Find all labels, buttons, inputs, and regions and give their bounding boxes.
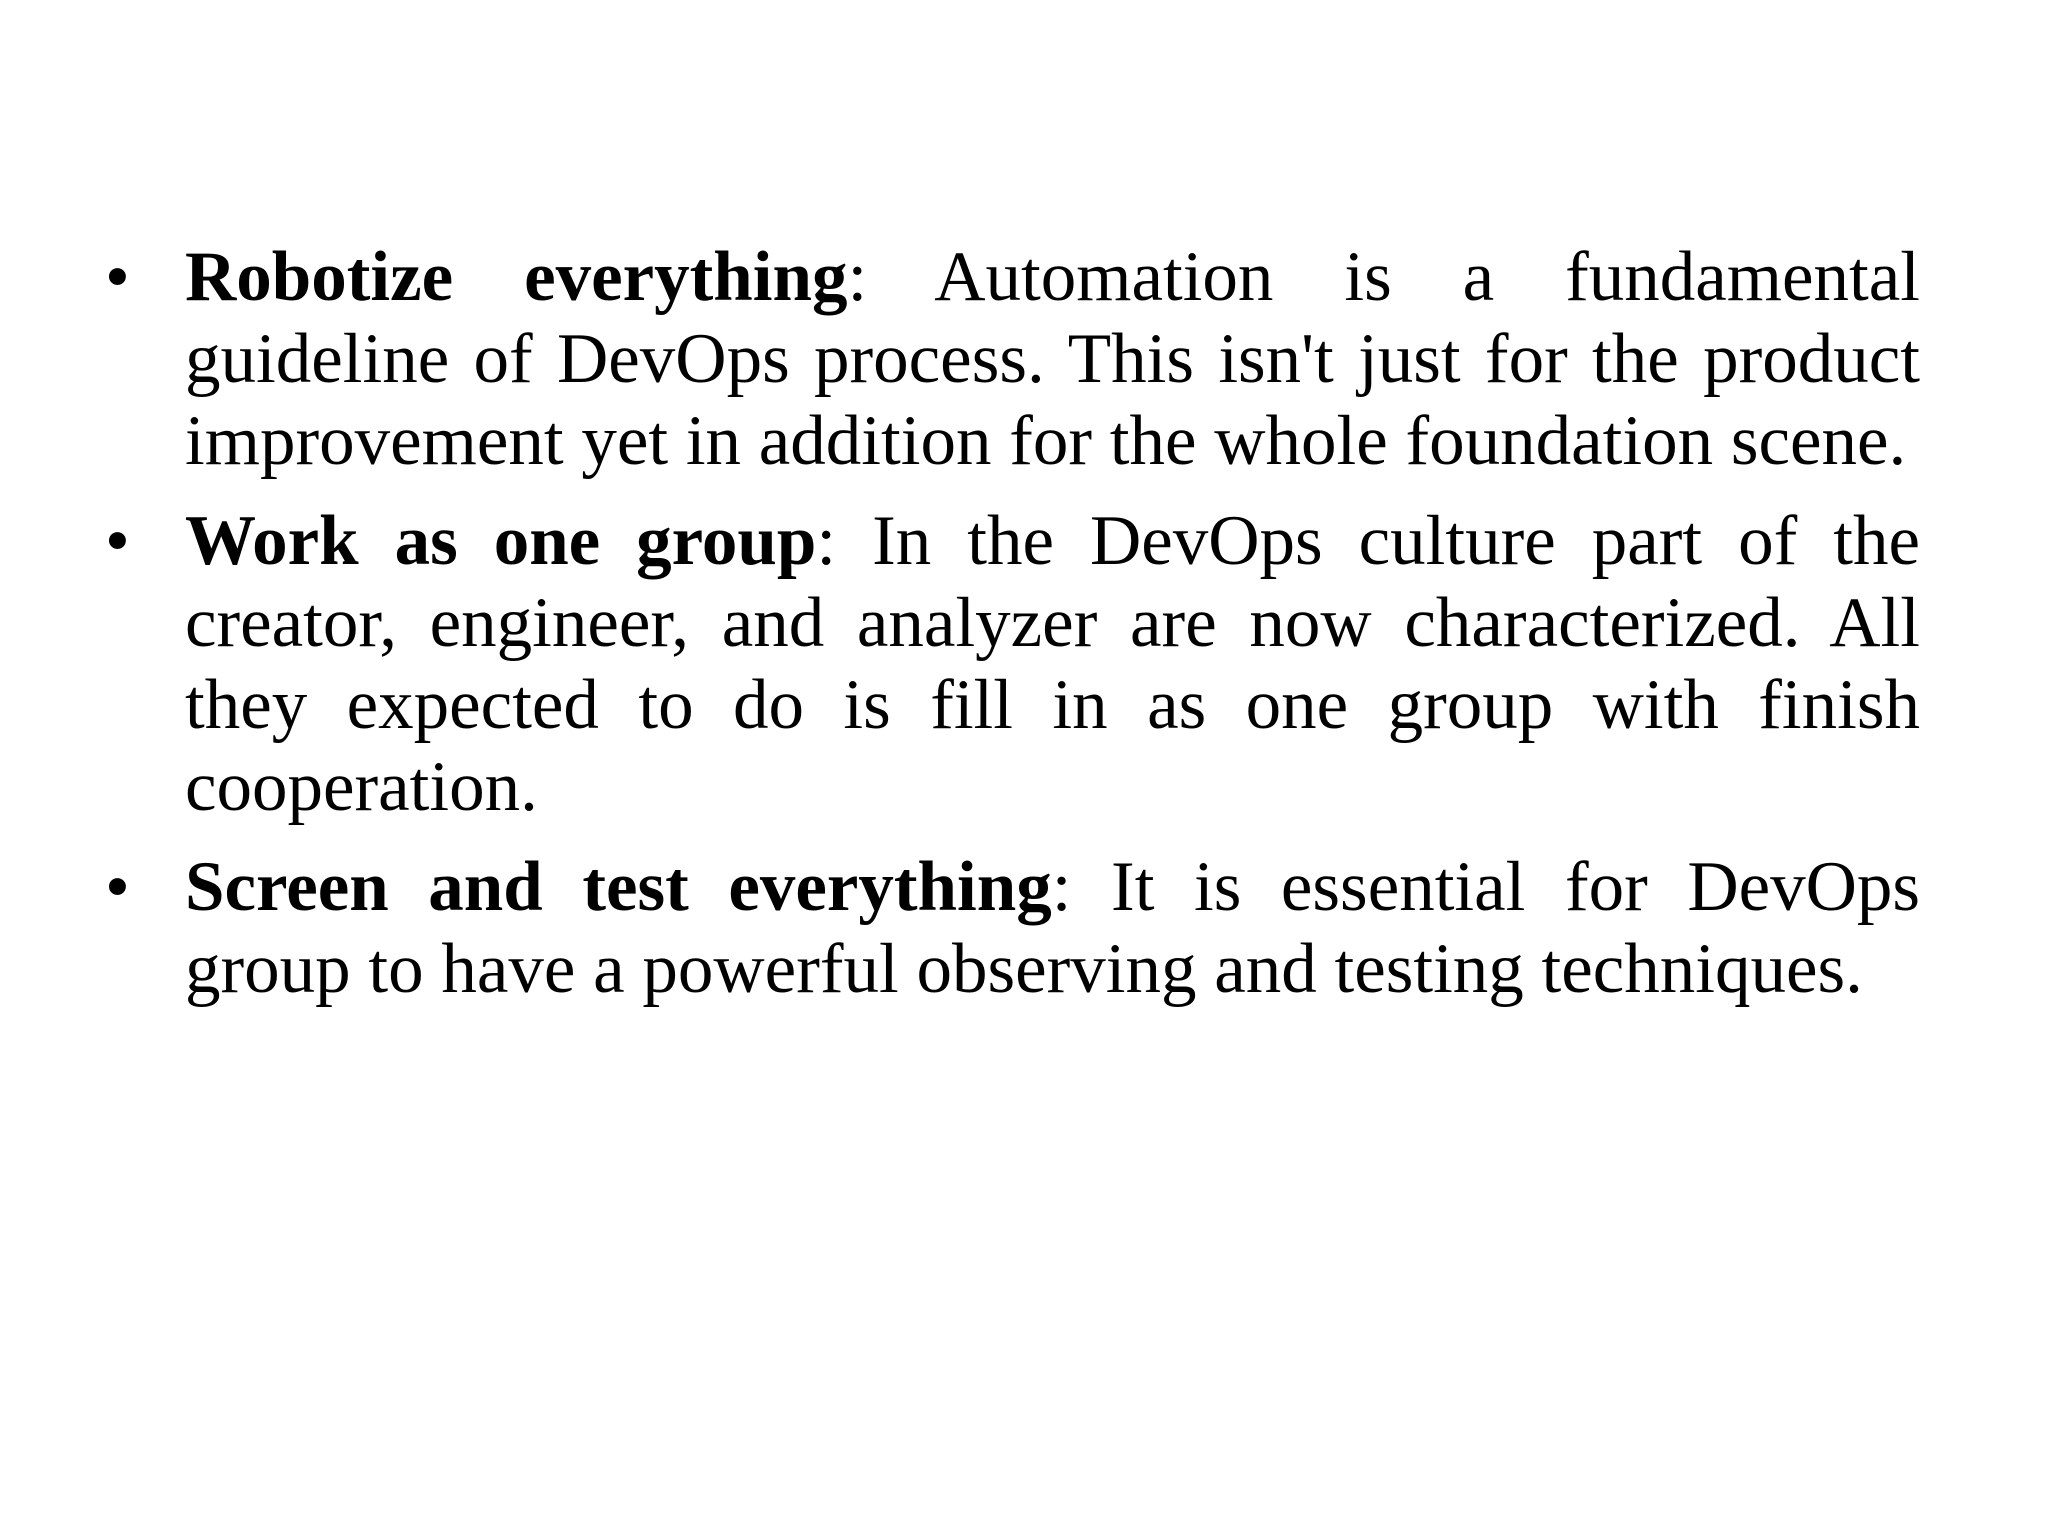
bullet-text: In the DevOps culture part of the creator, engineer, and analyzer are now characterized. All they expected to do is fill in as one group with finish cooperation.: [185, 502, 1920, 826]
bullet-term: Robotize everything: [185, 238, 848, 316]
bullet-separator: :: [847, 238, 868, 316]
bullet-text: It is essential for DevOps group to have a powerful observing and testing techniques.: [185, 848, 1921, 1008]
bullet-icon: •: [105, 238, 130, 316]
bullet-item-work-as-one-group: [105, 500, 1920, 828]
bullet-term: Work as one group: [185, 502, 817, 580]
bullet-separator: :: [816, 502, 837, 580]
bullet-icon: •: [105, 848, 130, 926]
bullet-separator: :: [1051, 848, 1072, 926]
bullet-list: [105, 236, 1920, 1028]
bullet-item-robotize-everything: [105, 236, 1920, 482]
bullet-term: Screen and test everything: [185, 848, 1052, 926]
bullet-text: Automation is a fundamental guideline of DevOps process. This isn't just for the product improvement yet in addition for the whole foundation scene.: [185, 238, 1920, 480]
bullet-icon: •: [105, 502, 130, 580]
bullet-item-screen-and-test-everything: [105, 846, 1920, 1010]
